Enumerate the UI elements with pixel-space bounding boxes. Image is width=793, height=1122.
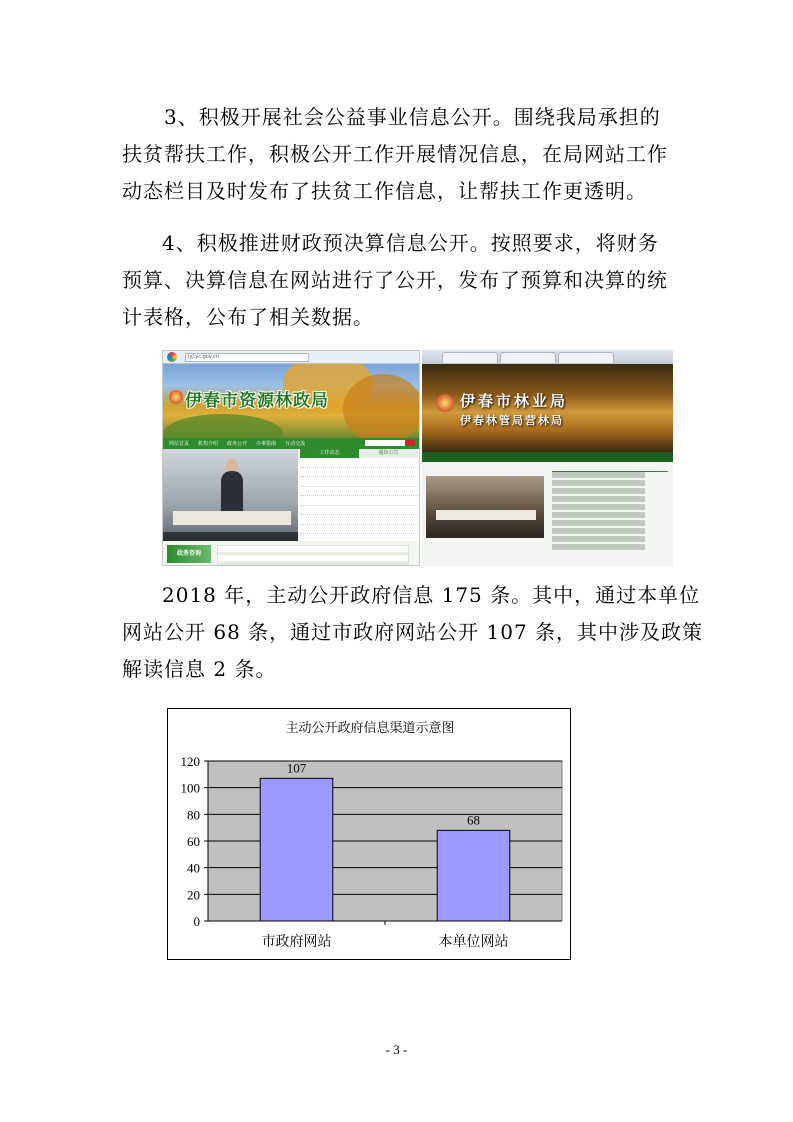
national-emblem-icon [436, 394, 454, 412]
consult-badge: 政务咨询 [167, 545, 211, 563]
paragraph-line: 动态栏目及时发布了扶贫工作信息，让帮扶工作更透明。 [122, 179, 647, 203]
site-search-box [365, 440, 405, 446]
paragraph-line: 扶贫帮扶工作，积极公开工作开展情况信息，在局网站工作 [122, 142, 668, 166]
y-tick-label: 120 [180, 754, 200, 769]
bar [260, 778, 333, 921]
notice-list [552, 472, 668, 552]
data-label: 107 [286, 760, 307, 776]
site-title: 伊春市资源林政局 [185, 391, 329, 411]
site-navbar [422, 452, 673, 462]
site-navbar [163, 438, 419, 449]
data-label: 68 [467, 812, 480, 828]
site-banner [422, 364, 673, 452]
paragraph-3 [122, 99, 682, 210]
site-body [422, 462, 673, 566]
bottom-link-list [217, 545, 409, 565]
website-screenshot-resource-forestry [162, 350, 420, 566]
y-tick-label: 80 [187, 807, 200, 823]
news-row [300, 468, 418, 478]
paragraph-line: 2018 年，主动公开政府信息 175 条。其中，通过本单位 [162, 583, 701, 607]
nav-item: 互动交流 [285, 441, 306, 447]
news-photo [163, 449, 298, 541]
nav-item: 办事指南 [256, 441, 277, 447]
tab-work-news: 工作动态 [300, 449, 359, 458]
paragraph-line: 预算、决算信息在网站进行了公开，发布了预算和决算的统 [122, 268, 668, 292]
y-tick-label: 40 [187, 860, 200, 876]
address-bar: lyj.yc.gov.cn [185, 353, 309, 362]
y-tick-label: 0 [193, 914, 200, 929]
bottom-strip [163, 541, 419, 566]
tab-notices: 通知公告 [359, 449, 418, 458]
bar [437, 830, 510, 921]
chart-title: 主动公开政府信息渠道示意图 [285, 721, 455, 736]
paragraph-line: 3、积极开展社会公益事业信息公开。围绕我局承担的 [164, 105, 661, 129]
photo-caption-bar [163, 532, 298, 541]
paragraph-line: 计表格，公布了相关数据。 [122, 305, 374, 329]
browser-tab [558, 352, 614, 363]
paragraph-line: 解读信息 2 条。 [122, 657, 277, 681]
news-row [300, 458, 418, 468]
browser-logo-icon [167, 352, 177, 362]
browser-tab-strip [422, 350, 673, 364]
y-tick-label: 100 [180, 780, 200, 796]
site-subtitle: 伊春林管局营林局 [460, 414, 564, 427]
site-title: 伊春市林业局 [460, 392, 569, 410]
news-panel [300, 449, 418, 553]
news-row [300, 506, 418, 516]
photo-table [173, 511, 291, 525]
nav-item: 政务公开 [227, 441, 248, 447]
chart-svg [168, 709, 572, 961]
news-row [300, 477, 418, 487]
news-row [300, 515, 418, 525]
website-screenshot-forestry-bureau [422, 350, 673, 566]
y-tick-label: 20 [187, 887, 200, 903]
news-row [300, 496, 418, 506]
news-row [300, 487, 418, 497]
paragraph-5 [122, 577, 704, 688]
page-number: - 3 - [385, 1042, 408, 1057]
paragraph-line: 网站公开 68 条，通过市政府网站公开 107 条，其中涉及政策 [122, 620, 704, 644]
channel-bar-chart [167, 708, 571, 960]
meeting-photo [426, 476, 544, 538]
site-search-button [406, 440, 415, 446]
photo-table [436, 510, 536, 520]
paragraph-4 [122, 225, 682, 336]
news-row [300, 525, 418, 535]
browser-tab [500, 352, 556, 363]
notice-header [552, 464, 668, 472]
national-emblem-icon [169, 390, 183, 404]
site-banner [163, 364, 419, 438]
browser-toolbar [163, 351, 419, 364]
y-tick-label: 60 [187, 834, 200, 849]
category-label: 市政府网站 [261, 934, 332, 950]
nav-item: 网站首页 [169, 441, 190, 447]
nav-item: 机构介绍 [198, 441, 219, 447]
paragraph-line: 4、积极推进财政预决算信息公开。按照要求，将财务 [162, 231, 659, 255]
browser-tab [442, 352, 498, 363]
category-label: 本单位网站 [438, 934, 509, 950]
